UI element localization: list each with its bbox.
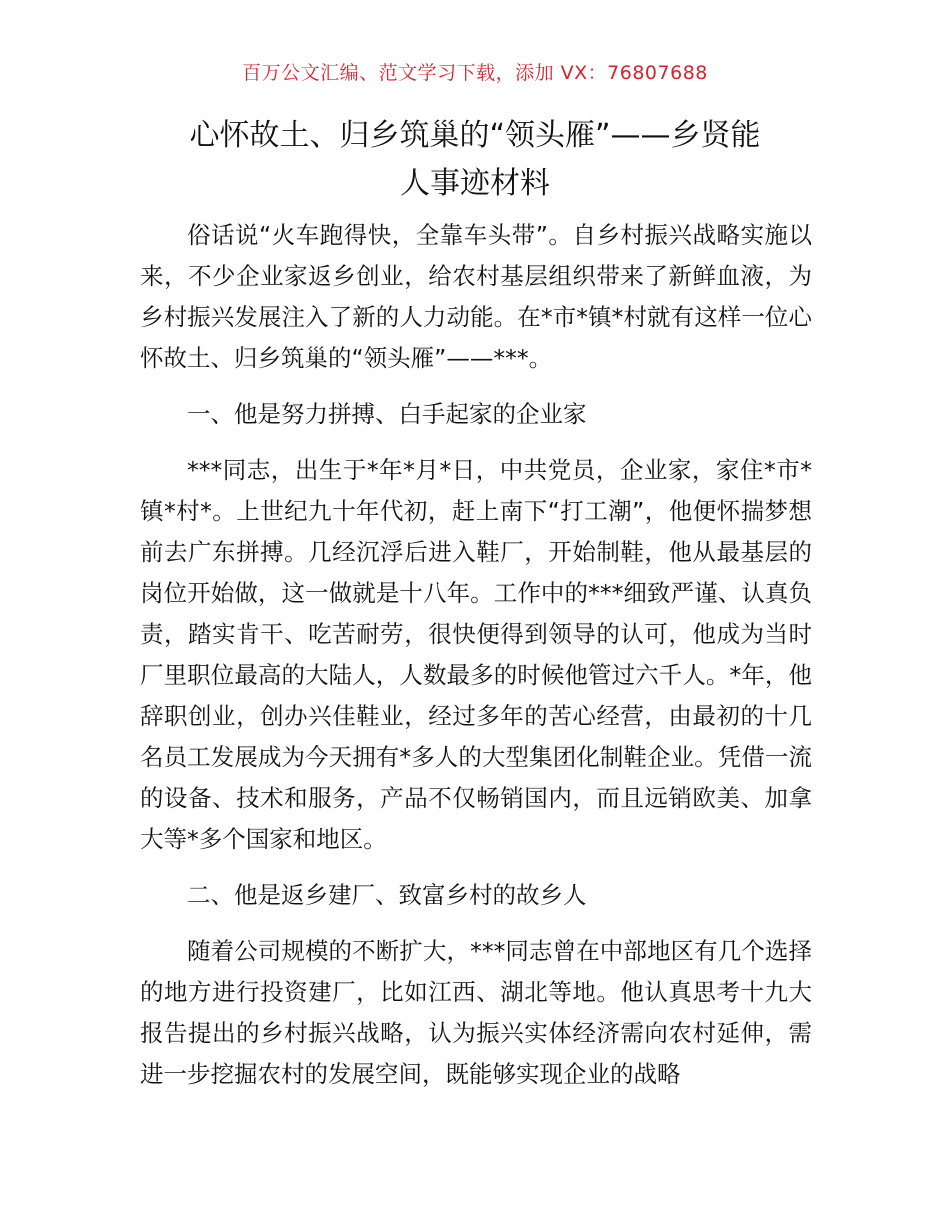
paragraph-intro: 俗话说“火车跑得快，全靠车头带”。自乡村振兴战略实施以来，不少企业家返乡创业，给农村基层组织带来了新鲜血液，为乡村振兴发展注入了新的人力动能。在*市*镇*村就有这样一位心怀故土、归乡筑巢的“领头雁”——***。 [140,221,812,372]
watermark-banner: 百万公文汇编、范文学习下载，添加 VX：76807688 [242,62,708,84]
document-body [140,215,812,1110]
section-heading-1: 一、他是努力拼搏、白手起家的企业家 [187,400,587,428]
paragraph-section-2: 随着公司规模的不断扩大，***同志曾在中部地区有几个选择的地方进行投资建厂，比如江西、湖北等地。他认真思考十九大报告提出的乡村振兴战略，认为振兴实体经济需向农村延伸，需进一步挖掘农村的发展空间，既能够实现企业的战略 [140,937,812,1088]
title-line-2: 人事迹材料 [400,166,550,201]
document-title [140,112,810,208]
paragraph-section-1: ***同志，出生于*年*月*日，中共党员，企业家，家住*市*镇*村*。上世纪九十年代初，赶上南下“打工潮”，他便怀揣梦想前去广东拼搏。几经沉浮后进入鞋厂，开始制鞋，他从最基层的岗位开始做，这一做就是十八年。工作中的***细致严谨、认真负责，踏实肯干、吃苦耐劳，很快便得到领导的认可，他成为当时厂里职位最高的大陆人，人数最多的时候他管过六千人。*年，他辞职创业，创办兴佳鞋业，经过多年的苦心经营，由最初的十几名员工发展成为今天拥有*多人的大型集团化制鞋企业。凭借一流的设备、技术和服务，产品不仅畅销国内，而且远销欧美、加拿大等*多个国家和地区。 [140,456,812,853]
title-line-1: 心怀故土、归乡筑巢的“领头雁”——乡贤能 [189,118,761,153]
section-heading-2: 二、他是返乡建厂、致富乡村的故乡人 [187,881,587,909]
